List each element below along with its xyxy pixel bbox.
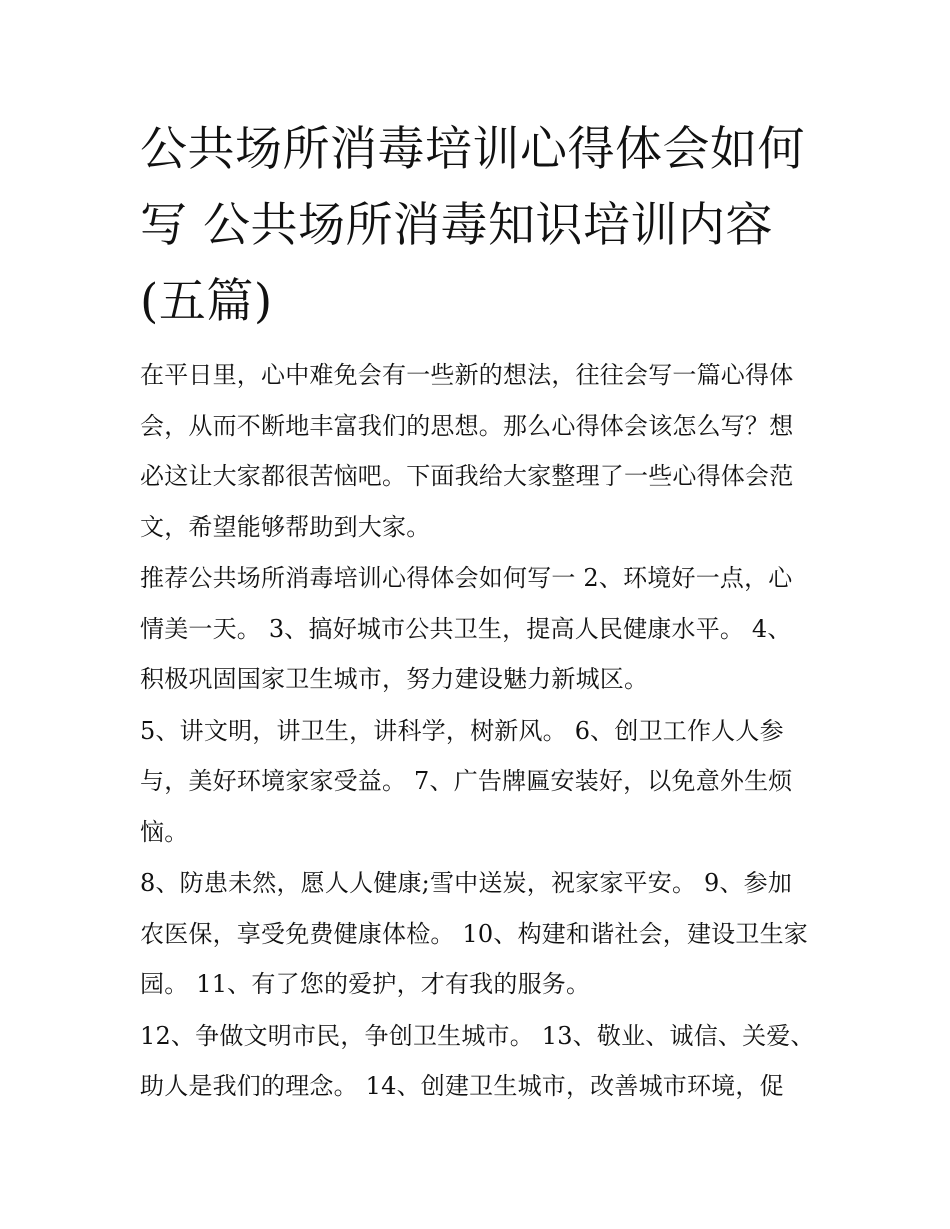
paragraph-slogans-1: 推荐公共场所消毒培训心得体会如何写一 2、环境好一点，心情美一天。 3、搞好城市公共卫生，提高人民健康水平。 4、积极巩固国家卫生城市，努力建设魅力新城区。 (140, 564, 793, 693)
paragraph-slogans-3: 8、防患未然，愿人人健康;雪中送炭，祝家家平安。 9、参加农医保，享受免费健康体检。 10、构建和谐社会，建设卫生家园。 11、有了您的爱护，才有我的服务。 (140, 869, 808, 998)
paragraph-slogans-4: 12、争做文明市民，争创卫生城市。 13、敬业、诚信、关爱、助人是我们的理念。 14、创建卫生城市，改善城市环境，促 (140, 1021, 815, 1100)
document-title: 公共场所消毒培训心得体会如何写 公共场所消毒知识培训内容(五篇) (140, 122, 805, 329)
paragraph-slogans-2: 5、讲文明，讲卫生，讲科学，树新风。 6、创卫工作人人参与，美好环境家家受益。 7、广告牌匾安装好，以免意外生烦恼。 (140, 716, 793, 846)
document-page (140, 112, 815, 1113)
paragraph-intro: 在平日里，心中难免会有一些新的想法，往往会写一篇心得体会，从而不断地丰富我们的思想。那么心得体会该怎么写？想必这让大家都很苦恼吧。下面我给大家整理了一些心得体会范文，希望能够帮助到大家。 (140, 361, 794, 541)
